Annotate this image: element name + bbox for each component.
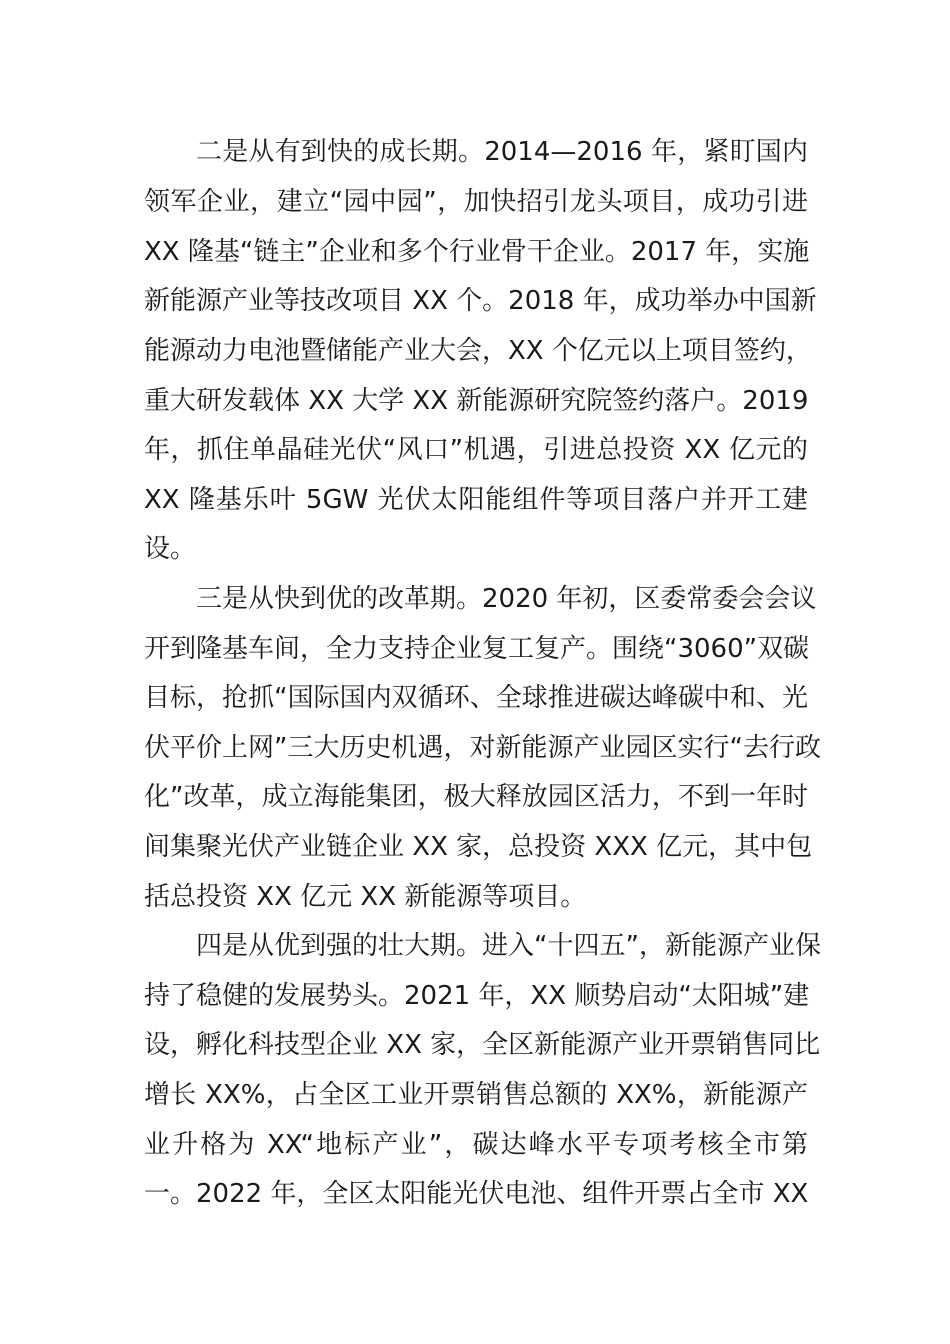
paragraph-3-line-6: 一。2022 年，全区太阳能光伏电池、组件开票占全市 XX <box>144 1179 809 1209</box>
paragraph-3-line-4: 增长 XX%，占全区工业开票销售总额的 XX%，新能源产 <box>144 1080 808 1110</box>
paragraph-1-line-8: XX 隆基乐叶 5GW 光伏太阳能组件等项目落户并开工建 <box>144 485 808 515</box>
paragraph-2-line-3: 目标，抢抓“国际国内双循环、全球推进碳达峰碳中和、光 <box>144 683 808 713</box>
paragraph-2-line-5: 化”改革，成立海能集团，极大释放园区活力，不到一年时 <box>144 782 808 812</box>
paragraph-3-line-1: 四是从优到强的壮大期。进入“十四五”，新能源产业保 <box>196 931 821 961</box>
paragraph-1-line-1: 二是从有到快的成长期。2014—2016 年，紧盯国内 <box>196 137 808 167</box>
paragraph-2-line-6: 间集聚光伏产业链企业 XX 家，总投资 XXX 亿元，其中包 <box>144 832 813 862</box>
paragraph-3-line-3: 设，孵化科技型企业 XX 家，全区新能源产业开票销售同比 <box>144 1030 821 1060</box>
paragraph-2-line-7: 括总投资 XX 亿元 XX 新能源等项目。 <box>144 882 587 912</box>
paragraph-2-line-1: 三是从快到优的改革期。2020 年初，区委常委会会议 <box>196 584 817 614</box>
paragraph-1-line-5: 能源动力电池暨储能产业大会，XX 个亿元以上项目签约， <box>144 336 812 366</box>
paragraph-1-line-2: 领军企业，建立“园中园”，加快招引龙头项目，成功引进 <box>144 187 808 217</box>
paragraph-2-line-4: 伏平价上网”三大历史机遇，对新能源产业园区实行“去行政 <box>144 733 821 763</box>
paragraph-1-line-7: 年，抓住单晶硅光伏“风口”机遇，引进总投资 XX 亿元的 <box>144 435 808 465</box>
paragraph-1-line-9: 设。 <box>144 534 197 564</box>
paragraph-2-line-2: 开到隆基车间，全力支持企业复工复产。围绕“3060”双碳 <box>144 634 810 664</box>
paragraph-3-line-2: 持了稳健的发展势头。2021 年，XX 顺势启动“太阳城”建 <box>144 981 810 1011</box>
paragraph-1-line-6: 重大研发载体 XX 大学 XX 新能源研究院签约落户。2019 <box>144 386 809 416</box>
paragraph-1-line-3: XX 隆基“链主”企业和多个行业骨干企业。2017 年，实施 <box>144 237 810 267</box>
paragraph-3-line-5: 业升格为 XX“地标产业”，碳达峰水平专项考核全市第 <box>144 1130 808 1160</box>
paragraph-1-line-4: 新能源产业等技改项目 XX 个。2018 年，成功举办中国新 <box>144 286 817 316</box>
